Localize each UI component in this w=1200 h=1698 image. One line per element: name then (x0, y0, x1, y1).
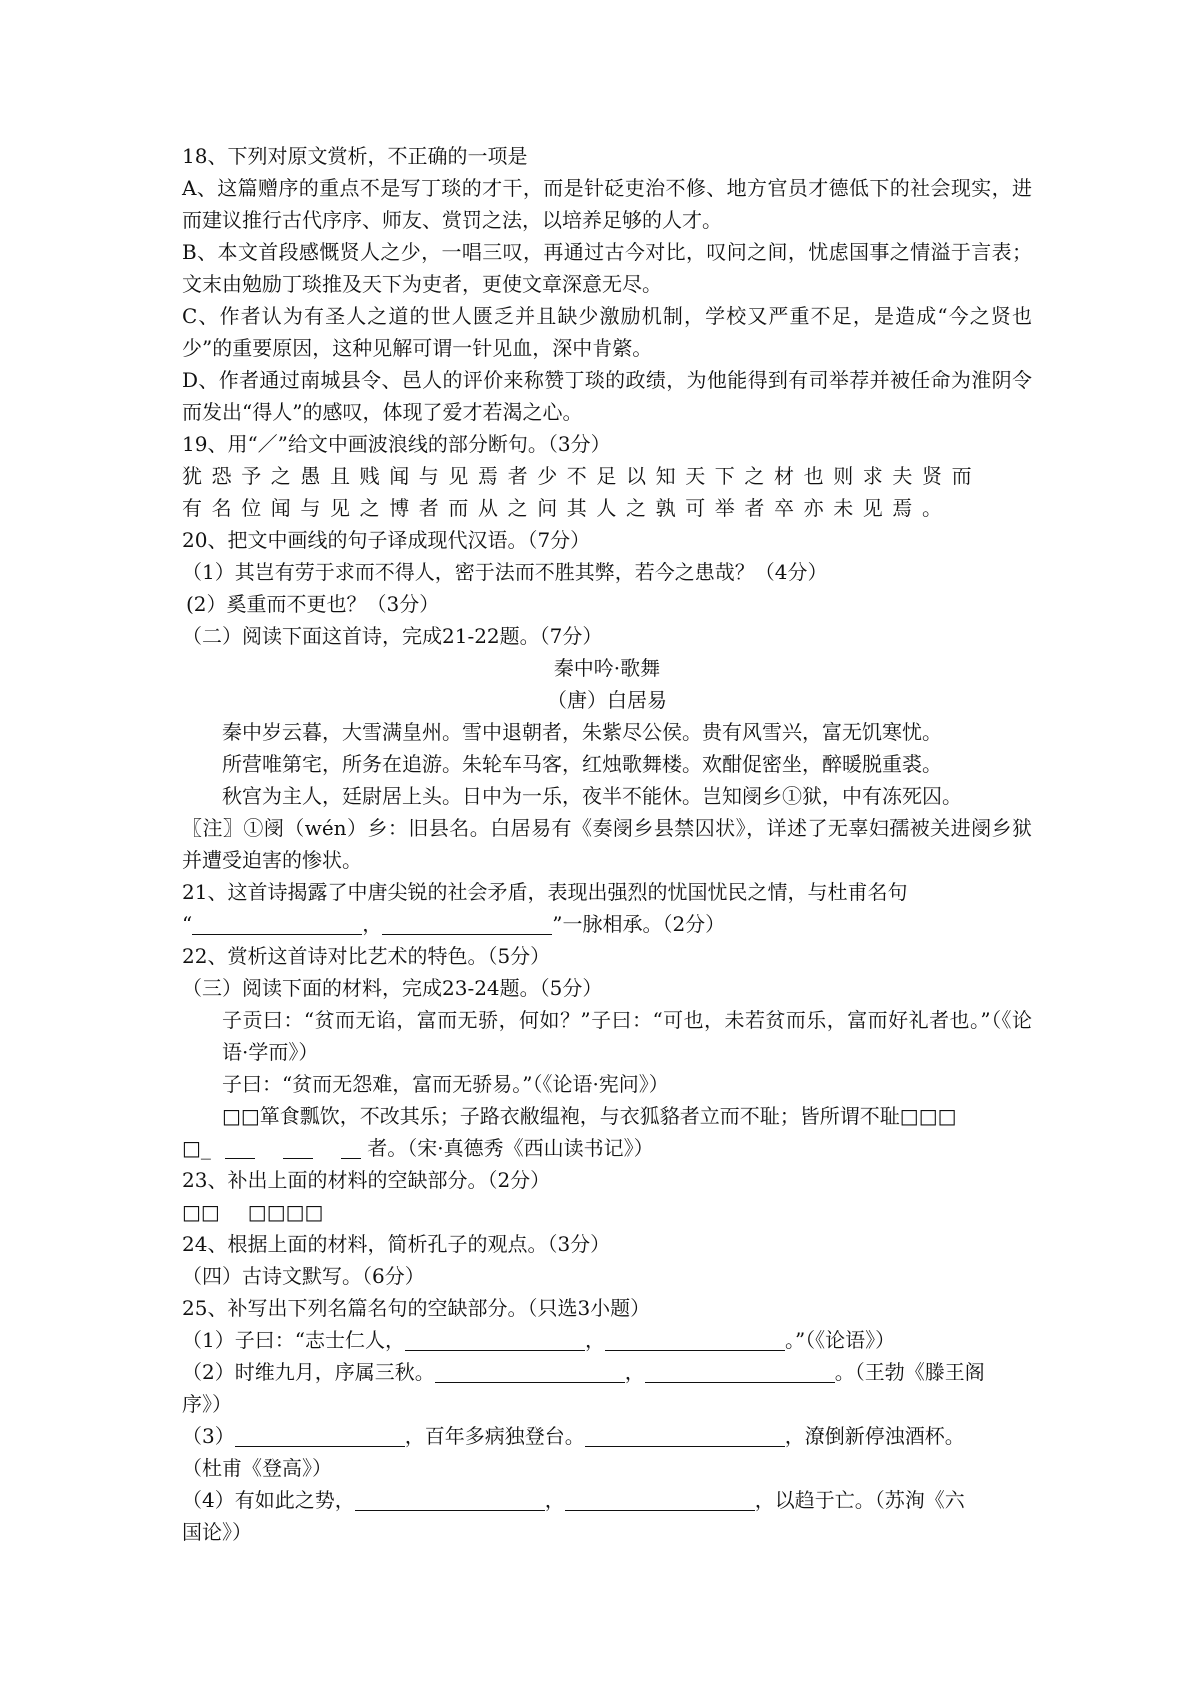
q18-option-a: A、这篇赠序的重点不是写丁琰的才干，而是针砭吏治不修、地方官员才德低下的社会现实，进而建议推行古代序序、师友、赏罚之法，以培养足够的人才。 (182, 176, 1032, 232)
q25-item-1 (182, 1324, 1032, 1356)
q25-stem: 25、补写出下列名篇名句的空缺部分。（只选3小题） (182, 1296, 651, 1320)
item-4-prefix: （4）有如此之势， (182, 1488, 355, 1512)
q25-item-4-line-2: 国论》） (182, 1520, 252, 1544)
q18-stem: 18、下列对原文赏析，不正确的一项是 (182, 144, 528, 168)
item-1-blank-2[interactable] (605, 1328, 785, 1351)
exam-page (182, 140, 1032, 1548)
q20-part-2: (2）奚重而不更也？（3分） (186, 592, 440, 616)
item-4-separator: ， (544, 1488, 565, 1512)
q25-item-4 (182, 1484, 1032, 1516)
q25-item-3 (182, 1420, 1032, 1452)
q18-option-d: D、作者通过南城县令、邑人的评价来称赞丁琰的政绩，为他能得到有司举荐并被任命为淮阴令而发出“得人”的感叹，体现了爱才若渴之心。 (182, 368, 1032, 424)
q22-stem: 22、赏析这首诗对比艺术的特色。（5分） (182, 944, 551, 968)
item-2-blank-2[interactable] (645, 1360, 835, 1383)
item-2-prefix: （2）时维九月，序属三秋。 (182, 1360, 435, 1384)
poem-author: （唐）白居易 (547, 688, 667, 712)
poem-verse-3: 秋宫为主人，廷尉居上头。日中为一乐，夜半不能休。岂知阌乡①狱，中有冻死囚。 (222, 784, 962, 808)
q19-passage-line-1: 犹恐予之愚且贱闻与见焉者少不足以知天下之材也则求夫贤而 (182, 464, 982, 488)
q19-passage-line-2: 有名位闻与见之博者而从之问其人之孰可举者卒亦未见焉。 (182, 496, 952, 520)
item-1-blank-1[interactable] (405, 1328, 585, 1351)
q25-item-3-line-2: （杜甫《登高》） (182, 1456, 332, 1480)
item-2-blank-1[interactable] (435, 1360, 625, 1383)
answer-boxes-2[interactable]: □□□□ (247, 1200, 324, 1224)
item-1-suffix: 。”（《论语》） (784, 1328, 896, 1352)
answer-blank-1[interactable] (192, 912, 362, 935)
material-3-start: □_ (182, 1136, 211, 1160)
q18-option-c: C、作者认为有圣人之道的世人匮乏并且缺少激励机制，学校又严重不足，是造成“今之贤也少”的重要原因，这种见解可谓一针见血，深中肯綮。 (182, 304, 1032, 360)
q20-part-1: （1）其岂有劳于求而不得人，密于法而不胜其弊，若今之患哉？（4分） (182, 560, 828, 584)
poem-note: 〖注〗①阌（wén）乡：旧县名。白居易有《奏阌乡县禁囚状》，详述了无辜妇孺被关进阌乡狱并遭受迫害的惨状。 (182, 816, 1032, 872)
close-quote-text: ”一脉相承。（2分） (552, 912, 726, 936)
material-2: 子曰：“贫而无怨难，富而无骄易。”（《论语·宪问》） (222, 1072, 669, 1096)
material-3-line-1: □□箪食瓢饮，不改其乐；子路衣敝缊袍，与衣狐貉者立而不耻；皆所谓不耻□□□ (222, 1104, 957, 1128)
q21-blanks (182, 908, 1032, 940)
material-1-text: 子贡曰：“贫而无谄，富而无骄，何如？”子曰：“可也，未若贫而乐，富而好礼者也。”（《论语·学而》） (222, 1008, 1032, 1064)
item-3-blank-2[interactable] (585, 1424, 785, 1447)
poem-verse-2: 所营唯第宅，所务在追游。朱轮车马客，红烛歌舞楼。欢酣促密坐，醉暖脱重裘。 (222, 752, 942, 776)
section-4-heading: （四）古诗文默写。（6分） (182, 1264, 425, 1288)
material-blank-3[interactable] (341, 1136, 361, 1159)
q25-item-2-line-2: 序》） (182, 1392, 232, 1416)
q20-stem: 20、把文中画线的句子译成现代汉语。（7分） (182, 528, 591, 552)
item-3-prefix: （3） (182, 1424, 235, 1448)
q19-stem: 19、用“／”给文中画波浪线的部分断句。（3分） (182, 432, 611, 456)
q24-stem: 24、根据上面的材料，简析孔子的观点。（3分） (182, 1232, 611, 1256)
q21-stem: 21、这首诗揭露了中唐尖锐的社会矛盾，表现出强烈的忧国忧民之情，与杜甫名句 (182, 880, 908, 904)
q25-item-2 (182, 1356, 1032, 1388)
q23-answer-boxes (182, 1196, 1032, 1228)
material-3-line-2 (182, 1132, 1032, 1164)
poem-verse-1: 秦中岁云暮，大雪满皇州。雪中退朝者，朱紫尽公侯。贵有风雪兴，富无饥寒忧。 (222, 720, 942, 744)
item-3-blank-1[interactable] (235, 1424, 405, 1447)
answer-boxes-1[interactable]: □□ (182, 1200, 220, 1224)
item-2-separator: ， (624, 1360, 645, 1384)
item-3-suffix: ，潦倒新停浊酒杯。 (784, 1424, 965, 1448)
q18-option-b: B、本文首段感慨贤人之少，一唱三叹，再通过古今对比，叹问之间，忧虑国事之情溢于言表；文末由勉励丁琰推及天下为吏者，更使文章深意无尽。 (182, 240, 1032, 296)
material-blank-2[interactable] (283, 1136, 313, 1159)
blank-separator: ， (362, 912, 383, 936)
section-2-heading: （二）阅读下面这首诗，完成21-22题。（7分） (182, 624, 603, 648)
material-3-end: 者。（宋·真德秀《西山读书记》） (367, 1136, 654, 1160)
item-4-suffix: ，以趋于亡。（苏洵《六 (754, 1488, 965, 1512)
material-1 (182, 1004, 1032, 1068)
material-blank-1[interactable] (225, 1136, 255, 1159)
poem-title: 秦中吟·歌舞 (553, 656, 661, 680)
item-4-blank-2[interactable] (565, 1488, 755, 1511)
item-1-prefix: （1）子曰：“志士仁人， (182, 1328, 405, 1352)
item-1-separator: ， (584, 1328, 605, 1352)
open-quote: “ (182, 912, 193, 936)
item-2-suffix: 。（王勃《滕王阁 (834, 1360, 985, 1384)
section-3-heading: （三）阅读下面的材料，完成23-24题。（5分） (182, 976, 603, 1000)
answer-blank-2[interactable] (382, 912, 552, 935)
q23-stem: 23、补出上面的材料的空缺部分。（2分） (182, 1168, 551, 1192)
item-4-blank-1[interactable] (355, 1488, 545, 1511)
item-3-middle: ，百年多病独登台。 (404, 1424, 585, 1448)
